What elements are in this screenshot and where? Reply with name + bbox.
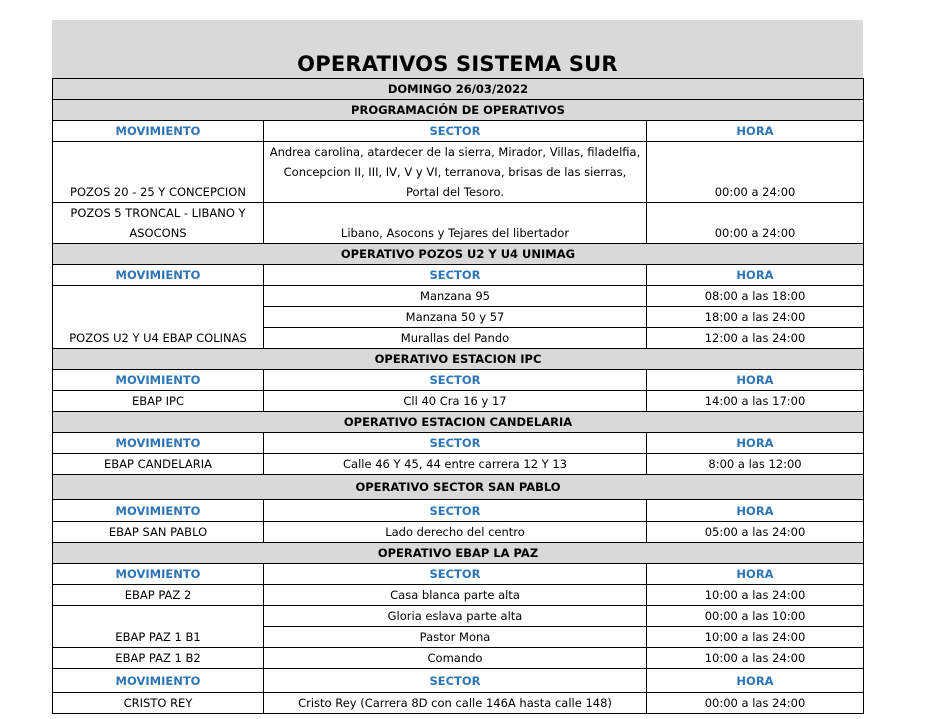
section-title: OPERATIVO SECTOR SAN PABLO <box>53 475 864 500</box>
section-header-candelaria <box>53 412 864 433</box>
section-title: OPERATIVO EBAP LA PAZ <box>53 543 864 564</box>
movimiento-cell: EBAP SAN PABLO <box>53 522 264 543</box>
date-row <box>53 79 864 100</box>
column-header-hora: HORA <box>647 370 864 391</box>
table-row <box>53 693 864 714</box>
column-header-sector: SECTOR <box>264 669 647 693</box>
column-headers <box>53 265 864 286</box>
sector-cell: Pastor Mona <box>264 627 647 648</box>
column-header-hora: HORA <box>647 121 864 142</box>
hora-cell: 10:00 a las 24:00 <box>647 648 864 669</box>
column-header-movimiento: MOVIMIENTO <box>53 370 264 391</box>
sector-cell: Cll 40 Cra 16 y 17 <box>264 391 647 412</box>
sector-cell: Cristo Rey (Carrera 8D con calle 146A hasta calle 148) <box>264 693 647 714</box>
column-header-sector: SECTOR <box>264 500 647 522</box>
table-row <box>53 391 864 412</box>
hora-cell: 00:00 a las 24:00 <box>647 693 864 714</box>
column-headers <box>53 433 864 454</box>
sector-cell: Murallas del Pando <box>264 328 647 349</box>
hora-cell: 00:00 a 24:00 <box>647 203 864 244</box>
operativos-table <box>52 78 864 714</box>
column-header-hora: HORA <box>647 500 864 522</box>
column-header-movimiento: MOVIMIENTO <box>53 433 264 454</box>
hora-cell: 10:00 a las 24:00 <box>647 627 864 648</box>
movimiento-cell: POZOS U2 Y U4 EBAP COLINAS <box>53 286 264 349</box>
table-row <box>53 142 864 203</box>
hora-cell: 00:00 a las 10:00 <box>647 606 864 627</box>
hora-cell: 8:00 a las 12:00 <box>647 454 864 475</box>
page-title: OPERATIVOS SISTEMA SUR <box>52 20 863 78</box>
hora-cell: 12:00 a las 24:00 <box>647 328 864 349</box>
column-headers <box>53 121 864 142</box>
operativos-sheet <box>52 20 863 714</box>
date-label: DOMINGO 26/03/2022 <box>53 79 864 100</box>
sector-cell: Comando <box>264 648 647 669</box>
section-header-unimag <box>53 244 864 265</box>
column-header-hora: HORA <box>647 433 864 454</box>
section-header-lapaz <box>53 543 864 564</box>
hora-cell: 10:00 a las 24:00 <box>647 585 864 606</box>
column-header-sector: SECTOR <box>264 370 647 391</box>
column-header-sector: SECTOR <box>264 564 647 585</box>
section-title: OPERATIVO POZOS U2 Y U4 UNIMAG <box>53 244 864 265</box>
column-header-sector: SECTOR <box>264 433 647 454</box>
table-row <box>53 522 864 543</box>
table-row <box>53 203 864 244</box>
table-row <box>53 454 864 475</box>
table-row <box>53 606 864 627</box>
column-header-movimiento: MOVIMIENTO <box>53 564 264 585</box>
movimiento-cell: EBAP CANDELARIA <box>53 454 264 475</box>
section-header-programacion <box>53 100 864 121</box>
section-title: OPERATIVO ESTACION CANDELARIA <box>53 412 864 433</box>
hora-cell: 08:00 a las 18:00 <box>647 286 864 307</box>
column-header-hora: HORA <box>647 265 864 286</box>
column-header-sector: SECTOR <box>264 121 647 142</box>
column-headers <box>53 669 864 693</box>
table-row <box>53 648 864 669</box>
movimiento-cell: POZOS 20 - 25 Y CONCEPCION <box>53 142 264 203</box>
sector-cell: Gloria eslava parte alta <box>264 606 647 627</box>
movimiento-cell: CRISTO REY <box>53 693 264 714</box>
section-header-sanpablo <box>53 475 864 500</box>
column-headers <box>53 500 864 522</box>
section-title: PROGRAMACIÓN DE OPERATIVOS <box>53 100 864 121</box>
movimiento-cell: EBAP PAZ 2 <box>53 585 264 606</box>
column-header-sector: SECTOR <box>264 265 647 286</box>
table-row <box>53 286 864 307</box>
sector-cell: Libano, Asocons y Tejares del libertador <box>264 203 647 244</box>
table-row <box>53 585 864 606</box>
hora-cell: 14:00 a las 17:00 <box>647 391 864 412</box>
sector-cell: Andrea carolina, atardecer de la sierra, Mirador, Villas, filadelfia, Concepcion II, III, IV, V y VI, terranova, brisas de las sierras, Portal del Tesoro. <box>264 142 647 203</box>
movimiento-cell: EBAP PAZ 1 B2 <box>53 648 264 669</box>
movimiento-cell: POZOS 5 TRONCAL - LIBANO Y ASOCONS <box>53 203 264 244</box>
hora-cell: 05:00 a las 24:00 <box>647 522 864 543</box>
column-header-movimiento: MOVIMIENTO <box>53 265 264 286</box>
column-header-hora: HORA <box>647 564 864 585</box>
sector-cell: Manzana 95 <box>264 286 647 307</box>
movimiento-cell: EBAP IPC <box>53 391 264 412</box>
column-header-movimiento: MOVIMIENTO <box>53 500 264 522</box>
column-header-hora: HORA <box>647 669 864 693</box>
sector-cell: Calle 46 Y 45, 44 entre carrera 12 Y 13 <box>264 454 647 475</box>
hora-cell: 00:00 a 24:00 <box>647 142 864 203</box>
column-header-movimiento: MOVIMIENTO <box>53 669 264 693</box>
movimiento-cell: EBAP PAZ 1 B1 <box>53 606 264 648</box>
column-headers <box>53 564 864 585</box>
section-title: OPERATIVO ESTACION IPC <box>53 349 864 370</box>
hora-cell: 18:00 a las 24:00 <box>647 307 864 328</box>
column-headers <box>53 370 864 391</box>
sector-cell: Lado derecho del centro <box>264 522 647 543</box>
section-header-ipc <box>53 349 864 370</box>
sector-cell: Manzana 50 y 57 <box>264 307 647 328</box>
sector-cell: Casa blanca parte alta <box>264 585 647 606</box>
column-header-movimiento: MOVIMIENTO <box>53 121 264 142</box>
